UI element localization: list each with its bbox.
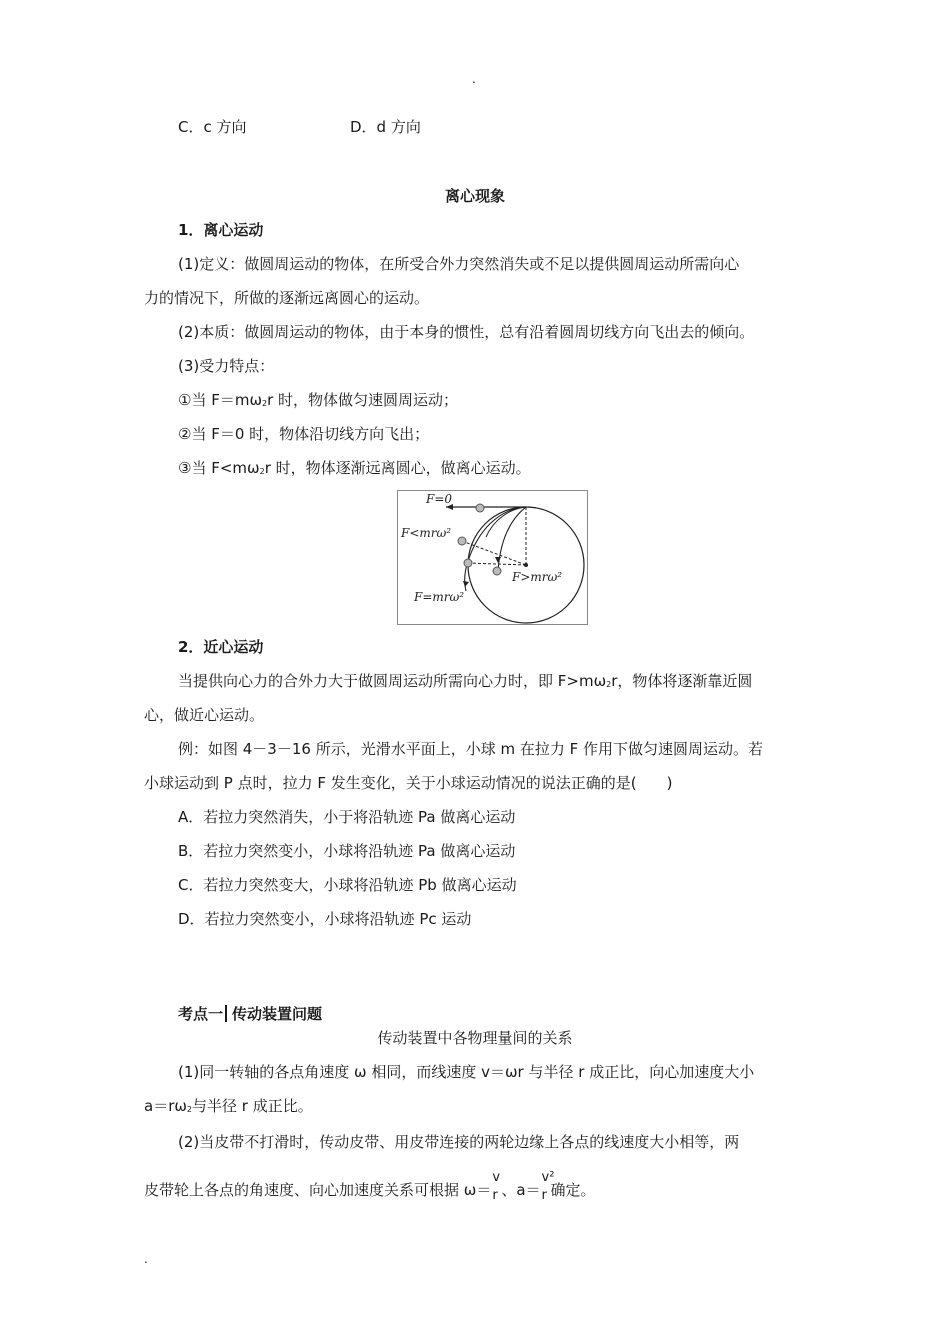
arrow-outward xyxy=(463,581,469,587)
keypoint-p1-line-2: a＝rω2与半径 r 成正比。 xyxy=(144,1097,313,1115)
section-title: 离心现象 xyxy=(444,187,505,205)
condition-2: ②当 F＝0 时，物体沿切线方向飞出； xyxy=(178,425,430,443)
keypoint-p1-line-1: (1)同一转轴的各点角速度 ω 相同，而线速度 v＝ωr 与半径 r 成正比，向心加速度大小 xyxy=(178,1063,755,1081)
option-c: C．c 方向 xyxy=(178,118,247,136)
force-characteristics: (3)受力特点： xyxy=(178,357,275,375)
heading-bar xyxy=(225,1005,227,1022)
condition-1: ①当 F＝mω2r 时，物体做匀速圆周运动； xyxy=(178,391,459,409)
keypoint-subtitle: 传动装置中各物理量间的关系 xyxy=(377,1029,573,1047)
label-f-zero: F=0 xyxy=(426,492,453,506)
dashed-link-2 xyxy=(468,563,526,565)
ball-inward xyxy=(493,567,501,575)
ball-outward xyxy=(458,537,466,545)
option-d: D．d 方向 xyxy=(350,118,421,136)
example-line-2: 小球运动到 P 点时，拉力 F 发生变化，关于小球运动情况的说法正确的是( ) xyxy=(144,774,673,792)
centrifugal-figure xyxy=(397,490,588,625)
header-mark: . xyxy=(472,72,476,86)
keypoint-p2-line-2: 皮带轮上各点的角速度、向心加速度关系可根据 ω＝ v r 、a＝ v² r 确定。 xyxy=(144,1170,596,1203)
example-option-c: C．若拉力突然变大，小球将沿轨迹 Pb 做离心运动 xyxy=(178,876,517,894)
example-option-b: B．若拉力突然变小，小球将沿轨迹 Pa 做离心运动 xyxy=(178,842,516,860)
ball-orbit xyxy=(464,559,472,567)
fraction-v2-over-r: v² r xyxy=(541,1170,555,1203)
fraction-v-over-r: v r xyxy=(492,1170,501,1203)
footer-mark: . xyxy=(144,1252,148,1266)
ball-tangent xyxy=(476,504,484,512)
label-f-equal: F=mrω² xyxy=(414,590,465,604)
definition-line-2: 力的情况下，所做的逐渐远离圆心的运动。 xyxy=(144,289,430,307)
heading-centripetal: 2．近心运动 xyxy=(178,638,264,656)
condition-3: ③当 F<mω2r 时，物体逐渐远离圆心，做离心运动。 xyxy=(178,459,531,477)
heading-centrifugal: 1．离心运动 xyxy=(178,221,264,239)
example-option-d: D．若拉力突然变小，小球将沿轨迹 Pc 运动 xyxy=(178,910,472,928)
example-option-a: A．若拉力突然消失，小于将沿轨迹 Pa 做离心运动 xyxy=(178,808,516,826)
label-f-greater: F>mrω² xyxy=(512,570,563,584)
definition-line-1: (1)定义：做圆周运动的物体，在所受合外力突然消失或不足以提供圆周运动所需向心 xyxy=(178,255,740,273)
arrow-inward xyxy=(495,557,501,563)
keypoint-p2-line-1: (2)当皮带不打滑时，传动皮带、用皮带连接的两轮边缘上各点的线速度大小相等，两 xyxy=(178,1133,740,1151)
centripetal-line-2: 心，做近心运动。 xyxy=(144,706,265,724)
trajectory-diagram xyxy=(398,491,587,624)
label-f-less: F<mrω² xyxy=(401,526,452,540)
keypoint-heading: 考点一 传动装置问题 xyxy=(178,1005,323,1023)
example-line-1: 例：如图 4－3－16 所示，光滑水平面上，小球 m 在拉力 F 作用下做匀速圆周运动。若 xyxy=(178,740,764,758)
essence-line: (2)本质：做圆周运动的物体，由于本身的惯性，总有沿着圆周切线方向飞出去的倾向。 xyxy=(178,323,755,341)
centripetal-line-1: 当提供向心力的合外力大于做圆周运动所需向心力时，即 F>mω2r，物体将逐渐靠近圆 xyxy=(178,672,753,690)
